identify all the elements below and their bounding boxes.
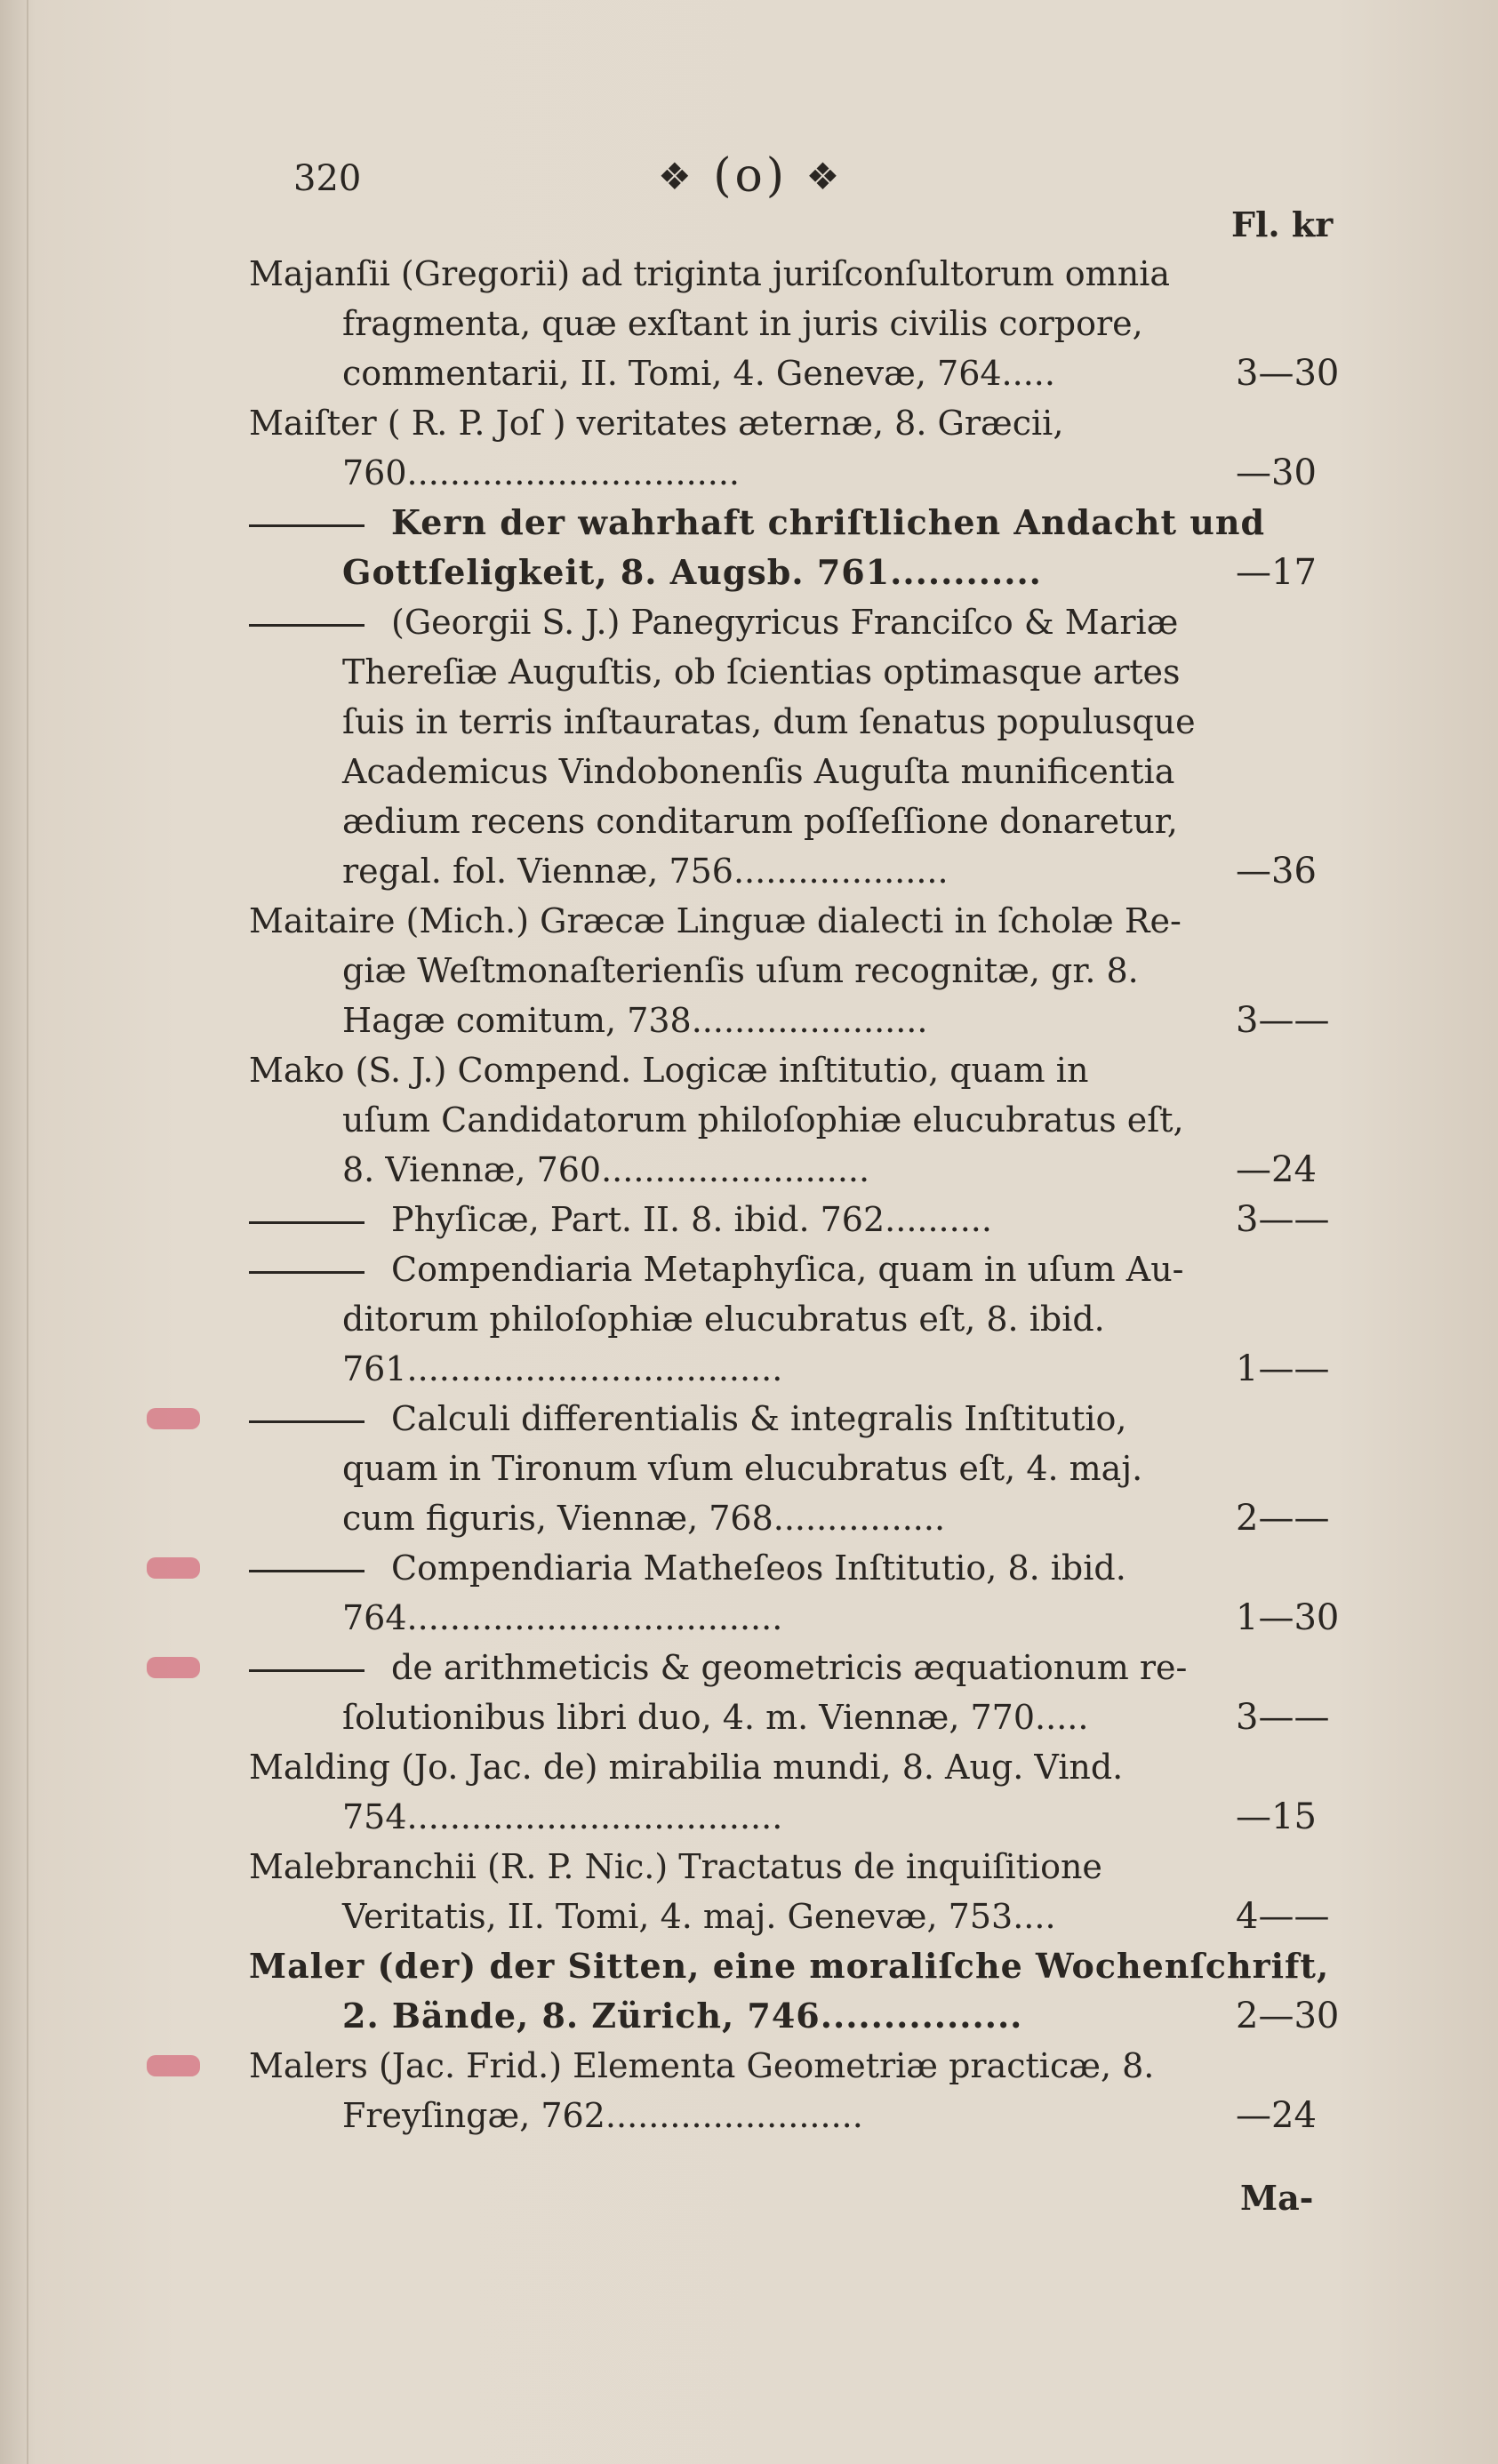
entry-price: 3—— [1236, 1000, 1330, 1041]
entry-line [249, 647, 1360, 697]
catalog-entry [249, 1941, 1360, 2041]
entry-text: fragmenta, quæ exſtant in juris civilis corpore, [342, 304, 1143, 343]
entry-line [249, 1842, 1360, 1892]
currency-header: Fl. kr [1231, 204, 1334, 244]
entry-text: Malebranchii (R. P. Nic.) Tractatus de inquiſitione [249, 1847, 1102, 1886]
entry-text: Mako (S. J.) Compend. Logicæ inſtitutio, quam in [249, 1051, 1089, 1090]
catalog-entry [249, 1742, 1360, 1842]
entry-line [249, 946, 1360, 996]
entry-line [249, 1742, 1360, 1792]
entry-line [249, 747, 1360, 796]
entry-line [249, 1643, 1360, 1692]
entry-text: ditorum philoſophiæ elucubratus eſt, 8. ibid. [342, 1300, 1105, 1339]
entry-text: giæ Weſtmonaſterienſis uſum recognitæ, gr. 8. [342, 951, 1139, 990]
entry-line [249, 1543, 1360, 1593]
entry-price: 1—— [1236, 1348, 1330, 1389]
entry-text: Veritatis, II. Tomi, 4. maj. Genevæ, 753.... [342, 1897, 1056, 1936]
catalog-entry [249, 896, 1360, 1045]
entry-line [249, 1493, 1360, 1543]
entry-text: ædium recens conditarum poſſeſſione donaretur, [342, 802, 1178, 841]
entry-text: 761................................... [342, 1349, 783, 1388]
entry-text: Phyſicæ, Part. II. 8. ibid. 762.......... [391, 1200, 992, 1239]
entry-line [249, 1593, 1360, 1643]
entry-line [249, 1344, 1360, 1394]
running-head [658, 149, 843, 203]
entry-text: Compendiaria Matheſeos Inſtitutio, 8. ibid. [391, 1548, 1126, 1588]
entry-line [249, 1892, 1360, 1941]
ditto-dash [249, 1420, 364, 1423]
catalog-entry [249, 1244, 1360, 1394]
entry-text: 760............................... [342, 453, 740, 492]
entry-text: Compendiaria Metaphyſica, quam in uſum Au- [391, 1250, 1184, 1289]
entry-text: commentarii, II. Tomi, 4. Genevæ, 764..... [342, 354, 1055, 393]
catchword: Ma- [1240, 2178, 1314, 2218]
entry-text: Malding (Jo. Jac. de) mirabilia mundi, 8. Aug. Vind. [249, 1748, 1124, 1787]
entry-line [249, 348, 1360, 398]
page-header [0, 142, 1498, 244]
entry-price: 4—— [1236, 1896, 1330, 1937]
running-head-text: (o) [713, 149, 789, 203]
entry-text: Hagæ comitum, 738...................... [342, 1001, 928, 1040]
entry-line [249, 2091, 1360, 2140]
catalog-entry [249, 1643, 1360, 1742]
ditto-dash [249, 1669, 364, 1672]
entry-price: 2—30 [1236, 1996, 1340, 2036]
entry-price: 2—— [1236, 1498, 1330, 1539]
entry-price: —15 [1236, 1796, 1317, 1837]
ornament-right-icon: ❖ [805, 155, 844, 198]
ditto-dash [249, 624, 364, 627]
entry-text: Majanſii (Gregorii) ad triginta juriſconſultorum omnia [249, 254, 1171, 293]
pencil-mark-icon [147, 1657, 200, 1678]
entry-text: Calculi differentialis & integralis Inſtitutio, [391, 1399, 1127, 1438]
ornament-left-icon: ❖ [658, 155, 695, 198]
entry-price: —24 [1236, 2095, 1317, 2136]
pencil-mark-icon [147, 1408, 200, 1429]
entry-text: Gottſeligkeit, 8. Augsb. 761............ [342, 552, 1042, 592]
entry-text: Freyſingæ, 762........................ [342, 2096, 863, 2135]
entry-price: 3—— [1236, 1697, 1330, 1738]
entry-line [249, 1195, 1360, 1244]
catalog-entry [249, 1195, 1360, 1244]
gutter-shadow [27, 0, 28, 2464]
entry-line [249, 1145, 1360, 1195]
entry-price: 3—— [1236, 1199, 1330, 1240]
entry-price: 1—30 [1236, 1597, 1340, 1638]
ditto-dash [249, 1221, 364, 1224]
entry-line [249, 448, 1360, 498]
entry-line [249, 1244, 1360, 1294]
entry-line [249, 1692, 1360, 1742]
entry-text: cum figuris, Viennæ, 768................ [342, 1499, 946, 1538]
entry-line [249, 548, 1360, 597]
entry-line [249, 2041, 1360, 2091]
entry-text: 764................................... [342, 1598, 783, 1637]
entry-text: Maitaire (Mich.) Græcæ Linguæ dialecti in ſcholæ Re- [249, 901, 1182, 940]
catalog-entry [249, 398, 1360, 498]
catalog-entry [249, 1394, 1360, 1543]
entry-line [249, 896, 1360, 946]
entry-line [249, 498, 1360, 548]
entry-price: —17 [1236, 552, 1317, 593]
entry-text: 8. Viennæ, 760......................... [342, 1150, 870, 1189]
catalog-entry [249, 1045, 1360, 1195]
entry-line [249, 398, 1360, 448]
ditto-dash [249, 1271, 364, 1274]
entry-text: Academicus Vindobonenſis Auguſta munificentia [342, 752, 1175, 791]
entry-text: regal. fol. Viennæ, 756.................... [342, 852, 949, 891]
entry-line [249, 299, 1360, 348]
entry-text: de arithmeticis & geometricis æquationum re- [391, 1648, 1188, 1687]
catalog-entry [249, 498, 1360, 597]
entry-text: Maler (der) der Sitten, eine moraliſche Wochenſchrift, [249, 1946, 1330, 1986]
entry-text: ſolutionibus libri duo, 4. m. Viennæ, 770..... [342, 1698, 1089, 1737]
catalog-entry [249, 2041, 1360, 2140]
entry-line [249, 846, 1360, 896]
entry-line [249, 1095, 1360, 1145]
ditto-dash [249, 524, 364, 527]
entry-line [249, 796, 1360, 846]
entry-line [249, 1444, 1360, 1493]
entry-line [249, 1991, 1360, 2041]
entry-line [249, 697, 1360, 747]
entry-text: Kern der wahrhaft chriſtlichen Andacht und [391, 502, 1266, 542]
entry-text: Maiſter ( R. P. Joſ ) veritates æternæ, 8. Græcii, [249, 404, 1064, 443]
entry-text: 2. Bände, 8. Zürich, 746................ [342, 1996, 1023, 2036]
entry-text: uſum Candidatorum philoſophiæ elucubratus eſt, [342, 1100, 1184, 1140]
entry-line [249, 996, 1360, 1045]
entry-line [249, 1941, 1360, 1991]
entry-line [249, 1045, 1360, 1095]
entry-price: —24 [1236, 1149, 1317, 1190]
entry-line [249, 1394, 1360, 1444]
catalog-entry [249, 1842, 1360, 1941]
entry-price: 3—30 [1236, 353, 1340, 394]
pencil-mark-icon [147, 1557, 200, 1579]
entry-text: (Georgii S. J.) Panegyricus Franciſco & Mariæ [391, 603, 1179, 642]
entry-text: ſuis in terris inſtauratas, dum ſenatus populusque [342, 702, 1196, 741]
entry-text: Malers (Jac. Frid.) Elementa Geometriæ practicæ, 8. [249, 2046, 1155, 2085]
catalog-entry [249, 249, 1360, 398]
entry-text: Thereſiæ Auguſtis, ob ſcientias optimasque artes [342, 652, 1181, 692]
ditto-dash [249, 1570, 364, 1572]
catalog-entry [249, 597, 1360, 896]
entry-price: —36 [1236, 851, 1317, 892]
catalog-entries [249, 249, 1360, 2140]
page-number: 320 [293, 158, 362, 199]
entry-text: 754................................... [342, 1797, 783, 1836]
entry-text: quam in Tironum vſum elucubratus eſt, 4. maj. [342, 1449, 1143, 1488]
entry-price: —30 [1236, 452, 1317, 493]
entry-line [249, 249, 1360, 299]
entry-line [249, 1294, 1360, 1344]
entry-line [249, 1792, 1360, 1842]
catalog-entry [249, 1543, 1360, 1643]
entry-line [249, 597, 1360, 647]
pencil-mark-icon [147, 2055, 200, 2076]
